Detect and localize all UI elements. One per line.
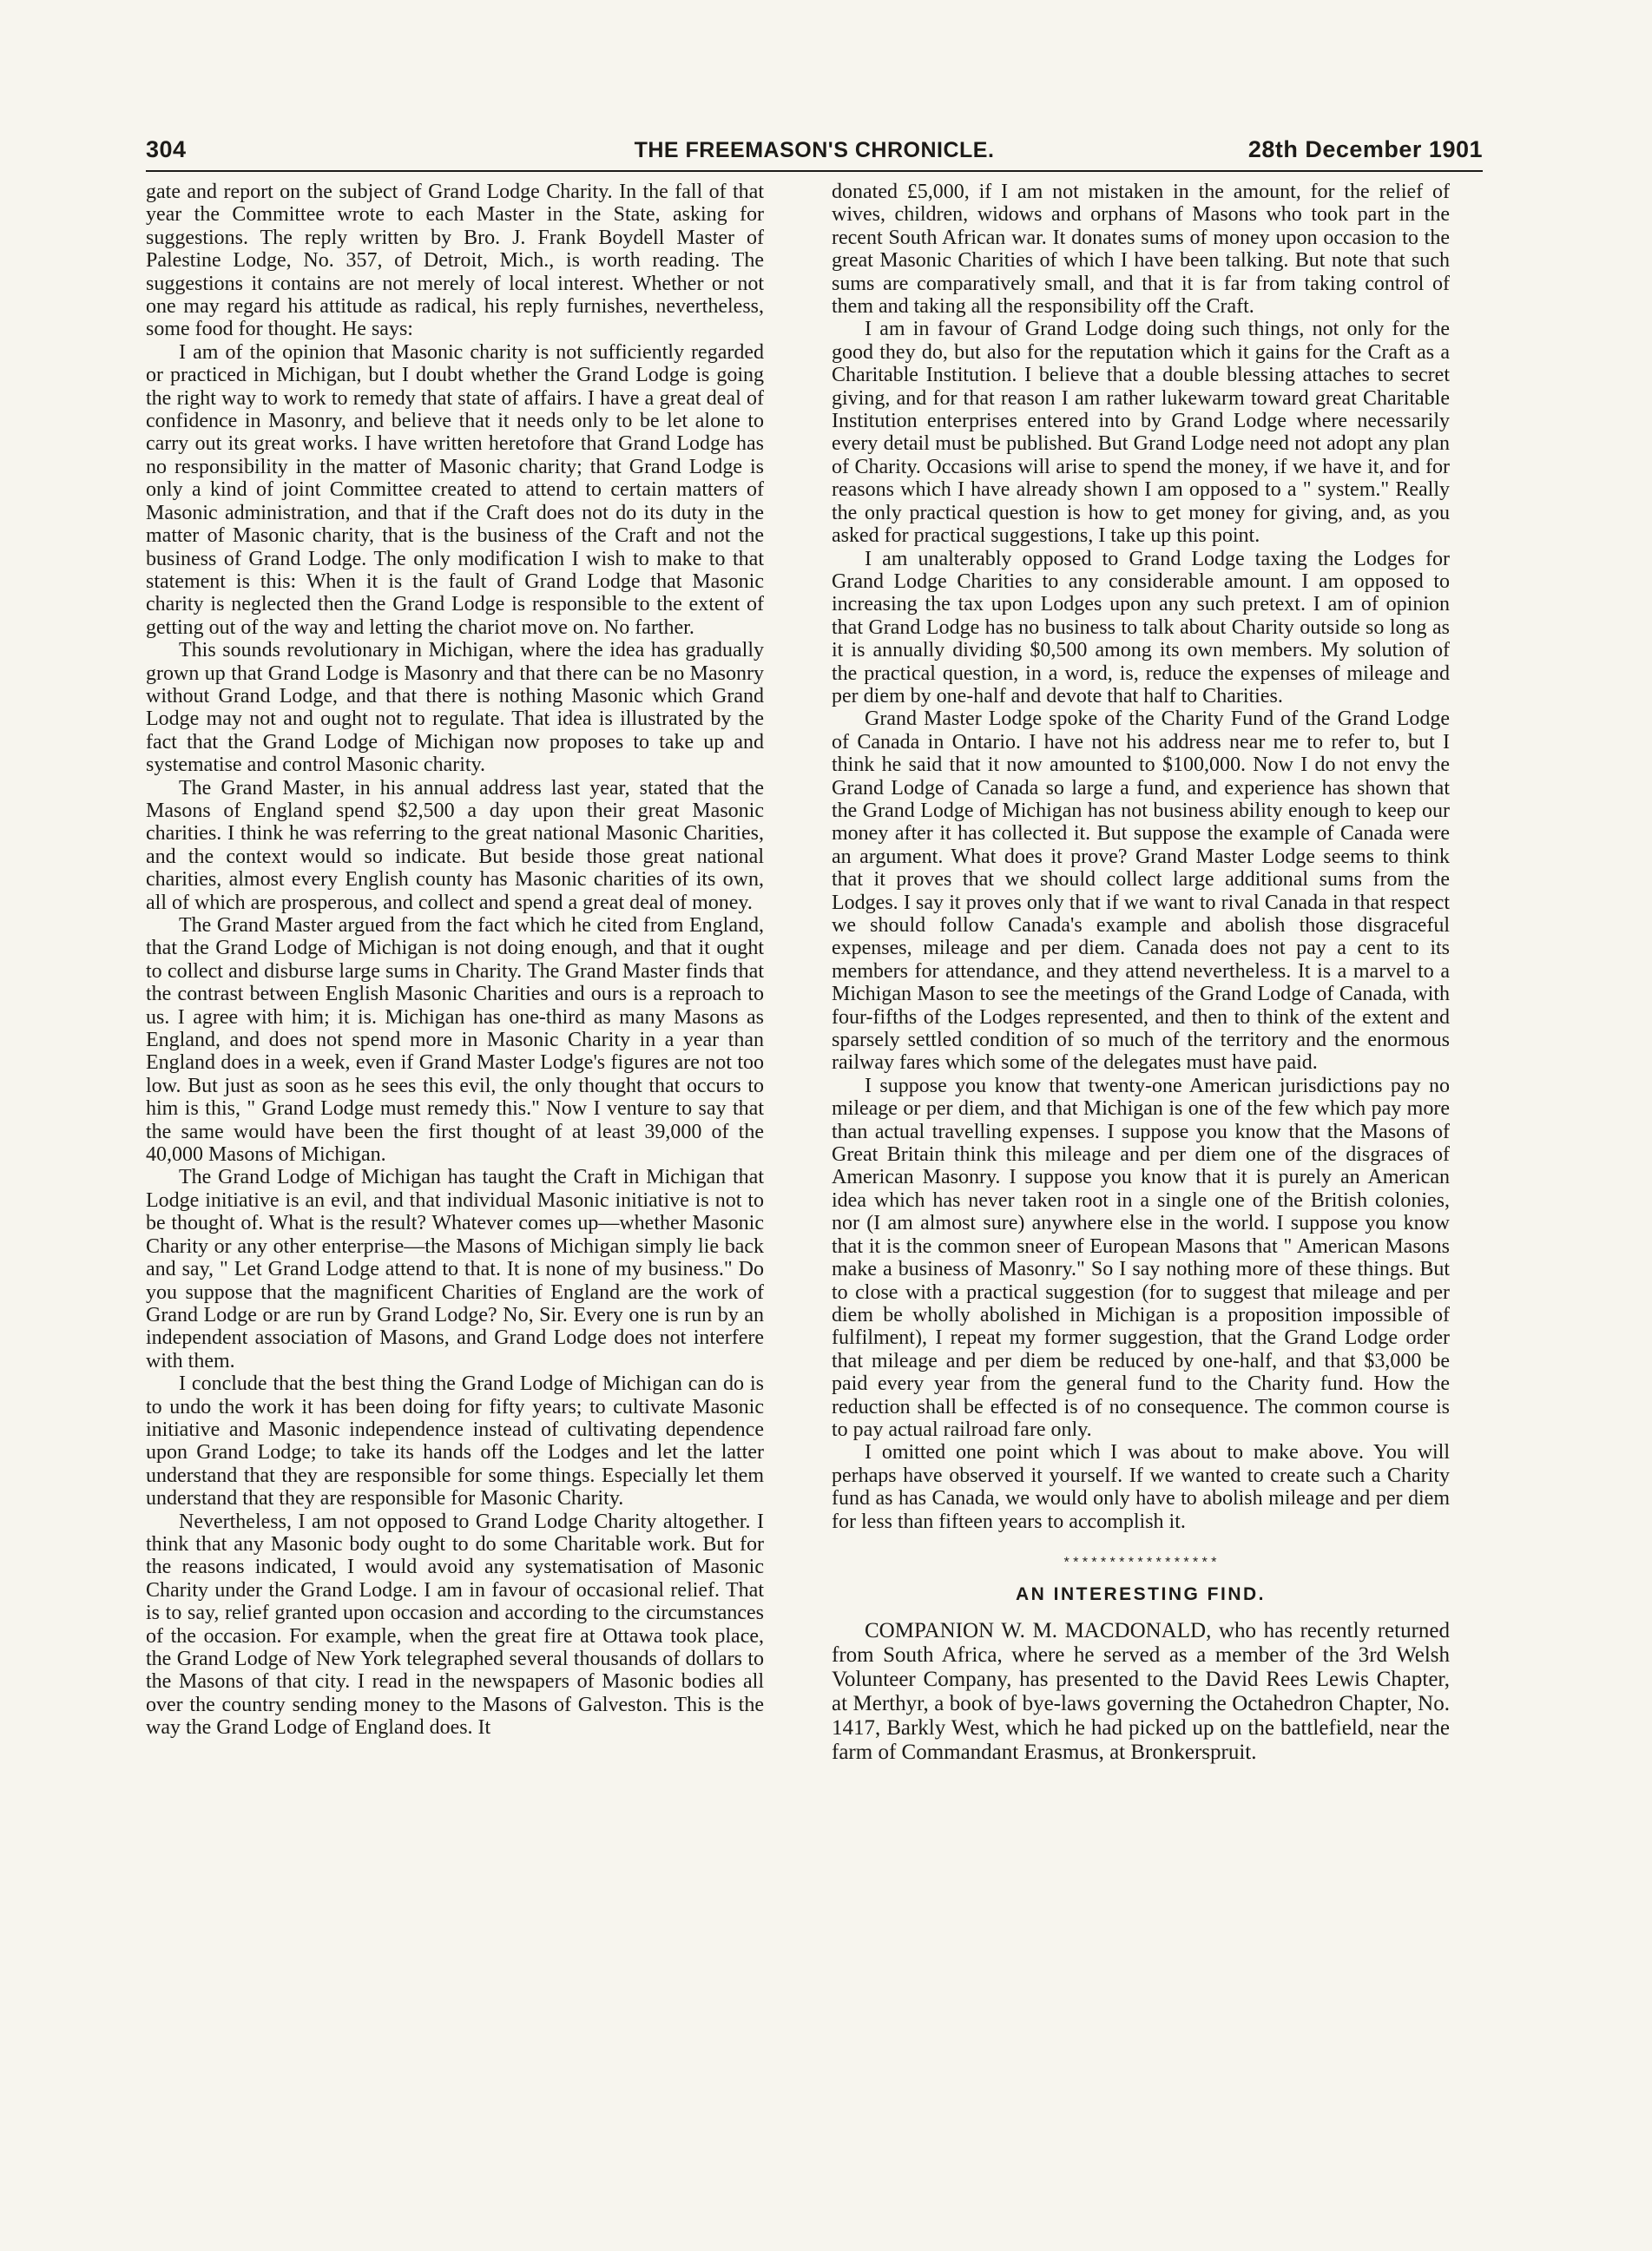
page-number: 304 (146, 136, 187, 162)
section-heading: AN INTERESTING FIND. (1015, 1584, 1266, 1605)
paragraph: Nevertheless, I am not opposed to Grand Lodge Charity altogether. I think that any Masonic body ought to do some Charitable work. But for the reasons indicated, I would avoid any systematisation of Masonic Charity under the Grand Lodge. I am in favour of occasional relief. That is to say, relief granted upon occasion and according to the circumstances of the occasion. For example, when the great fire at Ottawa took place, the Grand Lodge of New York telegraphed several thousands of dollars to the Masons of that city. I read in the newspapers of Masonic bodies all over the country sending money to the Masons of Galveston. This is the way the Grand Lodge of England does. It (146, 1510, 764, 1740)
paragraph: gate and report on the subject of Grand Lodge Charity. In the fall of that year the Committee wrote to each Master in the State, asking for suggestions. The reply written by Bro. J. Frank Boydell Master of Palestine Lodge, No. 357, of Detroit, Mich., is worth reading. The suggestions it contains are not merely of local interest. Whether or not one may regard his attitude as radical, his reply furnishes, nevertheless, some food for thought. He says: (146, 181, 764, 341)
paragraph: I am unalterably opposed to Grand Lodge taxing the Lodges for Grand Lodge Charities to any considerable amount. I am opposed to increasing the tax upon Lodges upon any such pretext. I am of opinion that Grand Lodge has no business to talk about Charity outside so long as it is annually dividing $0,500 among its own members. My solution of the practical question, in a word, is, reduce the expenses of mileage and per diem by one-half and devote that half to Charities. (832, 547, 1450, 708)
section-paragraph: COMPANION W. M. MACDONALD, who has recently returned from South Africa, where he served as a member of the 3rd Welsh Volunteer Company, has presented to the David Rees Lewis Chapter, at Merthyr, a book of bye-laws governing the Octahedron Chapter, No. 1417, Barkly West, which he had picked up on the battlefield, near the farm of Commandant Erasmus, at Bronkerspruit. (832, 1618, 1450, 1764)
paragraph: I am of the opinion that Masonic charity is not sufficiently regarded or practiced in Michigan, but I doubt whether the Grand Lodge is going the right way to work to remedy that state of affairs. I have a great deal of confidence in Masonry, and believe that it needs only to be let alone to carry out its great works. I have written heretofore that Grand Lodge has no responsibility in the matter of Masonic charity; that Grand Lodge is only a kind of joint Committee created to attend to certain matters of Masonic administration, and that if the Craft does not do its duty in the matter of Masonic charity, that is the business of the Craft and not the business of Grand Lodge. The only modification I wish to make to that statement is this: When it is the fault of Grand Lodge that Masonic charity is neglected then the Grand Lodge is responsible to the extent of getting out of the way and letting the chariot move on. No farther. (146, 340, 764, 639)
right-column (832, 181, 1450, 1765)
paragraph: This sounds revolutionary in Michigan, where the idea has gradually grown up that Grand Lodge is Masonry and that there can be no Masonry without Grand Lodge, and that there is nothing Masonic which Grand Lodge may not and ought not to regulate. That idea is illustrated by the fact that the Grand Lodge of Michigan now proposes to take up and systematise and control Masonic charity. (146, 639, 764, 777)
paragraph: I omitted one point which I was about to make above. You will perhaps have observed it yourself. If we wanted to create such a Charity fund as has Canada, we would only have to abolish mileage and per diem for less than fifteen years to accomplish it. (832, 1441, 1450, 1533)
paragraph: The Grand Master, in his annual address last year, stated that the Masons of England spend $2,500 a day upon their great Masonic charities. I think he was referring to the great national Masonic Charities, and the context would so indicate. But beside those great national charities, almost every English county has Masonic charities of its own, all of which are prosperous, and collect and spend a great deal of money. (146, 776, 764, 914)
issue-date: 28th December 1901 (1247, 136, 1483, 162)
paragraph: I am in favour of Grand Lodge doing such things, not only for the good they do, but also for the reputation which it gains for the Craft as a Charitable Institution. I believe that a double blessing attaches to secret giving, and for that reason I am rather lukewarm toward great Charitable Institution enterprises entered into by Grand Lodge where necessarily every detail must be published. But Grand Lodge need not adopt any plan of Charity. Occasions will arise to spend the money, if we have it, and for reasons which I have already shown I am opposed to a " system." Really the only practical question is how to get money for giving, and, as you asked for practical suggestions, I take up this point. (832, 318, 1450, 548)
paragraph: donated £5,000, if I am not mistaken in the amount, for the relief of wives, children, widows and orphans of Masons who took part in the recent South African war. It donates sums of money upon occasion to the great Masonic Charities of which I have been talking. But note that such sums are comparatively small, and that it is far from taking control of them and taking all the responsibility off the Craft. (832, 181, 1450, 319)
paragraph: The Grand Master argued from the fact which he cited from England, that the Grand Lodge of Michigan is not doing enough, and that it ought to collect and disburse large sums in Charity. The Grand Master finds that the contrast between English Masonic Charities and ours is a reproach to us. I agree with him; it is. Michigan has one-third as many Masons as England, and does not spend more in Masonic Charity in a year than England does in a week, even if Grand Master Lodge's figures are not too low. But just as soon as he sees this evil, the only thought that occurs to him is this, " Grand Lodge must remedy this." Now I venture to say that the same would have been the first thought of at least 39,000 of the 40,000 Masons of Michigan. (146, 914, 764, 1167)
publication-title: THE FREEMASON'S CHRONICLE. (634, 138, 995, 162)
paragraph: I suppose you know that twenty-one American jurisdictions pay no mileage or per diem, and that Michigan is one of the few which pay more than actual travelling expenses. I suppose you know that the Masons of Great Britain think this mileage and per diem one of the disgraces of American Masonry. I suppose you know that it is purely an American idea which has never taken root in a single one of the British colonies, nor (I am almost sure) anywhere else in the world. I suppose you know that it is the common sneer of European Masons that " American Masons make a business of Masonry." So I say nothing more of these things. But to close with a practical suggestion (for to suggest that mileage and per diem be wholly abolished in Michigan is a proposition impossible of fulfilment), I repeat my former suggestion, that the Grand Lodge order that mileage and per diem be reduced by one-half, and that $3,000 be paid every year from the general fund to the Charity fund. How the reduction shall be effected is of no consequence. The common course is to pay actual railroad fare only. (832, 1074, 1450, 1441)
paragraph: The Grand Lodge of Michigan has taught the Craft in Michigan that Lodge initiative is an evil, and that individual Masonic initiative is not to be thought of. What is the result? Whatever comes up—whether Masonic Charity or any other enterprise—the Masons of Michigan simply lie back and say, " Let Grand Lodge attend to that. It is none of my business." Do you suppose that the magnificent Charities of England are the work of Grand Lodge or are run by Grand Lodge? No, Sir. Every one is run by an independent association of Masons, and Grand Lodge does not interfere with them. (146, 1166, 764, 1372)
section-separator: ***************** (1062, 1555, 1220, 1571)
page-header (146, 130, 1483, 172)
paragraph: I conclude that the best thing the Grand Lodge of Michigan can do is to undo the work it has been doing for fifty years; to cultivate Masonic initiative and Masonic independence instead of cultivating dependence upon Grand Lodge; to take its hands off the Lodges and let the latter understand that they are responsible for some things. Especially let them understand that they are responsible for Masonic Charity. (146, 1372, 764, 1511)
left-column (146, 181, 764, 1740)
paragraph: Grand Master Lodge spoke of the Charity Fund of the Grand Lodge of Canada in Ontario. I have not his address near me to refer to, but I think he said that it now amounted to $100,000. Now I do not envy the Grand Lodge of Canada so large a fund, and experience has shown that the Grand Lodge of Michigan has not business ability enough to keep our money after it has collected it. But suppose the example of Canada were an argument. What does it prove? Grand Master Lodge seems to think that it proves that we should collect large additional sums from the Lodges. I say it proves only that if we want to rival Canada in that respect we should follow Canada's example and abolish those disgraceful expenses, mileage and per diem. Canada does not pay a cent to its members for attendance, and they attend nevertheless. It is a marvel to a Michigan Mason to see the meetings of the Grand Lodge of Canada, with four-fifths of the Lodges represented, and then to think of the extent and sparsely settled condition of so much of the territory and the enormous railway fares which some of the delegates must have paid. (832, 708, 1450, 1075)
